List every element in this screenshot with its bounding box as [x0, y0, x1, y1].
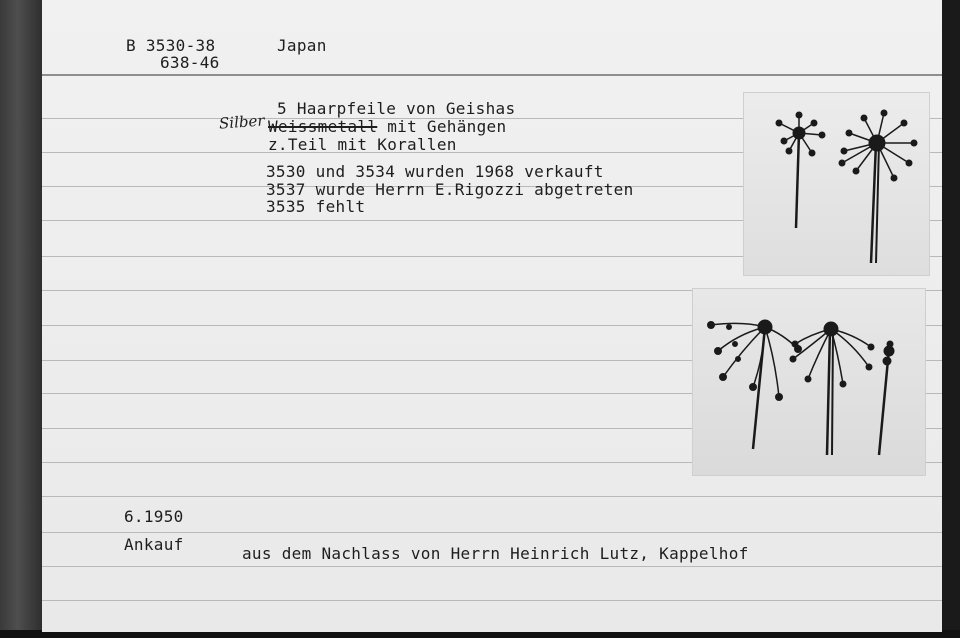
photo-three-hairpins	[692, 288, 926, 476]
acquisition-date: 6.1950	[124, 507, 184, 526]
material-detail: z.Teil mit Korallen	[268, 135, 457, 154]
hairpins-illustration-2	[693, 289, 925, 475]
acquisition-source: aus dem Nachlass von Herrn Heinrich Lutz, Kappelhof	[242, 544, 749, 563]
background-right	[942, 0, 960, 638]
photo-two-hairpins	[743, 92, 930, 276]
note-line-2: 3537 wurde Herrn E.Rigozzi abgetreten	[266, 180, 634, 199]
note-line-3: 3535 fehlt	[266, 197, 366, 216]
material-line	[268, 118, 506, 136]
ruled-line	[42, 566, 942, 567]
inventory-number-1: B 3530-38	[126, 36, 216, 55]
object-title: 5 Haarpfeile von Geishas	[277, 99, 516, 118]
background-left	[0, 0, 44, 638]
note-line-1: 3530 und 3534 wurden 1968 verkauft	[266, 162, 604, 181]
country: Japan	[277, 36, 327, 55]
material-rest: mit Gehängen	[377, 117, 507, 136]
ruled-line	[42, 600, 942, 601]
inventory-number-2: 638-46	[160, 53, 220, 72]
acquisition-label: Ankauf	[124, 535, 184, 554]
material-struck: Weissmetall	[268, 117, 378, 136]
ruled-line	[42, 496, 942, 497]
header-rule	[42, 74, 942, 76]
handwritten-correction: Silber	[218, 111, 266, 133]
ruled-line	[42, 532, 942, 533]
catalog-card	[42, 0, 942, 632]
hairpins-illustration-1	[744, 93, 929, 275]
